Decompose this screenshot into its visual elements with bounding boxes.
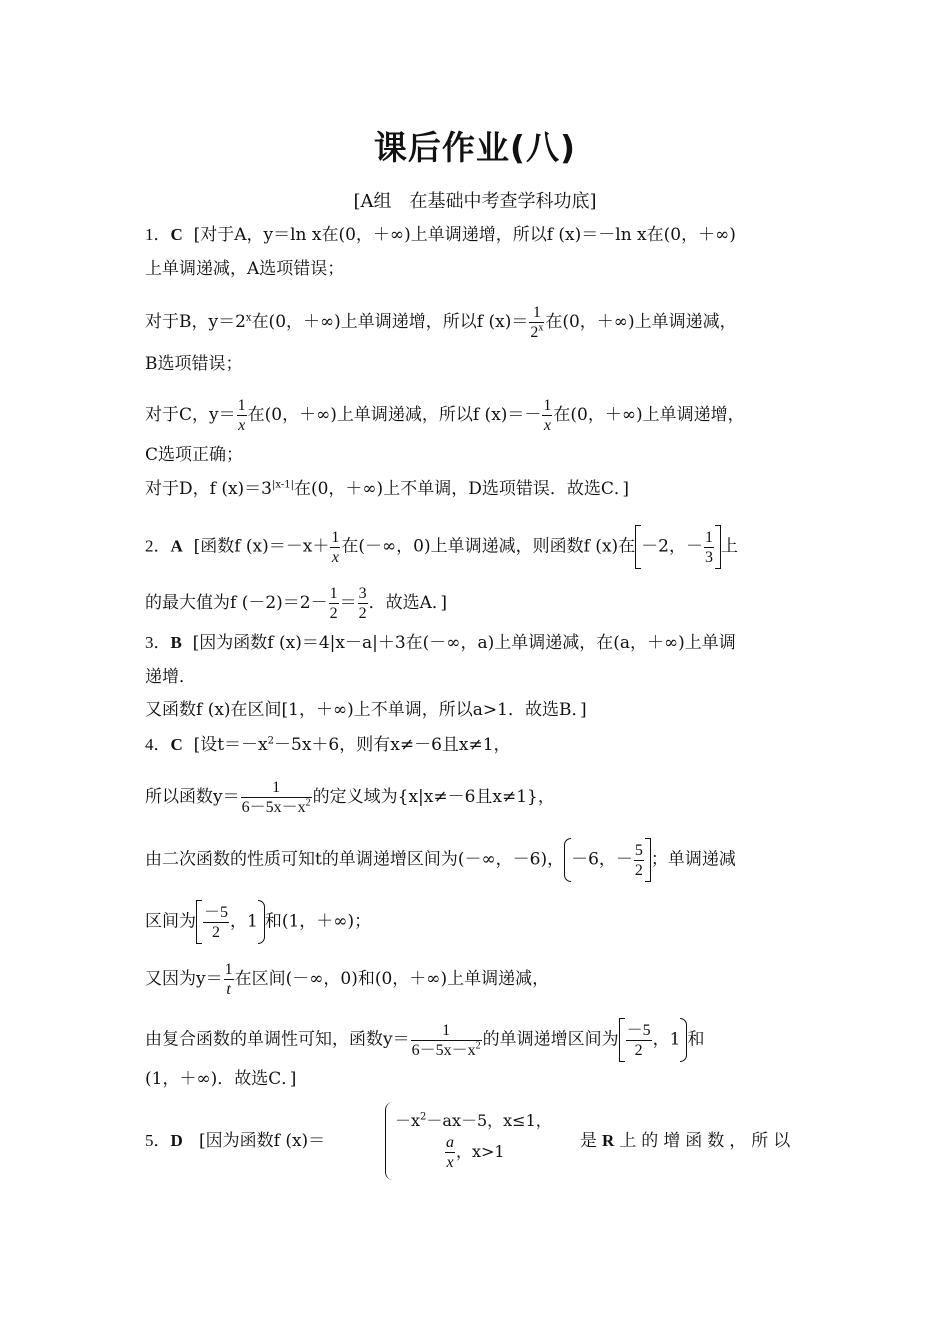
q1-l7a: 对于D，f (x)＝3 [145,479,272,499]
q4-interval-1: －6，－ [571,849,633,870]
fraction [634,841,644,880]
q4-line-7: (1，＋∞)．故选C．] [145,1069,297,1089]
q5-l1c: 上的增函数，所以 [619,1131,796,1151]
left-bracket [619,1018,625,1062]
frac-den: x [446,1154,454,1171]
fraction [358,584,368,623]
q4-l5b: 在区间(－∞，0)和(0，＋∞)上单调递减， [234,969,550,989]
q5-number: 5． [145,1131,171,1150]
q4-line-2 [145,778,825,817]
q4-interval-3: ，1 [652,1029,681,1050]
page-title: 课后作业(八) [373,128,577,167]
frac-den: 2 [358,605,367,622]
q4-l4b: 和(1，＋∞)； [264,911,372,932]
q1-line-2: 上单调递减，A选项错误； [145,259,345,279]
frac-num: 1 [532,304,541,321]
q1-l5b: 在(0，＋∞)上单调递减，所以f (x)＝－ [247,405,542,425]
q1-l3sup: x [245,312,252,324]
q3-line-3: 又函数f (x)在区间[1，＋∞)上不单调，所以a>1．故选B．] [145,700,587,720]
q1-line-1 [145,223,825,247]
frac-den: 2 [329,605,338,622]
q5-l1a: [因为函数f (x)＝ [199,1131,326,1151]
q1-line-5 [145,396,825,435]
fraction [224,960,234,999]
q4-line-1 [145,733,825,757]
fraction [626,1021,652,1060]
q1-text: [对于A，y＝ln x在(0，＋∞)上单调递增，所以f (x)＝－ln x在(0，＋∞) [193,225,736,245]
frac-den: x [543,417,551,434]
left-bracket [196,900,202,944]
fraction [704,528,714,567]
piece-2b: ，x>1 [456,1142,505,1161]
q4-l6c: 和 [687,1029,705,1050]
q4-l1a: [设t＝－x [193,735,268,755]
q4-l4a: 区间为 [145,911,196,932]
q4-line-5 [145,960,825,999]
q3-text: [因为函数f (x)＝4|x－a|＋3在(－∞，a)上单调递减，在(a，＋∞)上单调 [192,633,736,653]
fraction [445,1133,455,1172]
q1-line-7 [145,477,825,501]
q5-answer: D [170,1131,183,1150]
q1-line-4: B选项错误； [145,354,243,374]
q1-line-3 [145,303,825,342]
q3-answer: B [170,633,182,652]
frac-den-base: 6－5x－x [411,1041,476,1059]
frac-num: 1 [237,397,246,414]
frac-num: －5 [626,1021,651,1039]
q3-number: 3． [145,633,171,652]
q2-l2c: ．故选A．] [368,593,448,613]
frac-num: 1 [442,1021,451,1039]
q5-l1b: 是 [580,1131,602,1151]
q4-line-6 [145,1018,825,1062]
fraction [203,903,229,942]
q4-l1b: －5x＋6，则有x≠－6且x≠1， [274,735,511,755]
frac-num: 1 [329,585,338,602]
frac-num: 5 [634,841,643,859]
q3-line-1 [145,631,825,655]
piece-1a: －x [395,1111,421,1130]
frac-den-sup: x [538,322,544,334]
frac-den: 2 [634,861,643,879]
q2-interval: －2，－ [641,536,703,557]
q4-l2b: 的定义域为{x|x≠－6且x≠1}， [312,787,555,807]
frac-den: 3 [705,548,713,566]
q2-l2b: ＝ [339,593,357,613]
q4-line-3 [145,838,825,882]
q2-l1c: 上 [721,536,738,557]
section-subtitle: [A组 在基础中考查学科功底] [353,191,597,212]
frac-num: 1 [224,961,233,978]
q4-l6a: 由复合函数的单调性可知，函数y＝ [145,1029,410,1050]
fraction [542,396,552,435]
q4-l5a: 又因为y＝ [145,969,223,989]
frac-den-base: 6－5x－x [241,799,306,816]
q4-interval-2: ，1 [230,911,258,932]
frac-num: 3 [358,585,367,602]
frac-den-base: 2 [530,324,539,341]
q2-answer: A [170,536,183,556]
q1-l5a: 对于C，y＝ [145,405,236,425]
frac-den-sup: 2 [475,1040,481,1052]
frac-den [529,322,544,342]
frac-num: －5 [204,903,229,921]
q1-number: 1． [145,225,171,244]
frac-den: x [238,417,246,434]
frac-num: 1 [543,397,552,414]
q3-line-2: 递增． [145,667,196,687]
fraction [237,396,247,435]
q1-line-6: C选项正确； [145,445,244,465]
frac-num: 1 [331,528,340,546]
fraction [411,1021,482,1060]
right-paren [258,900,265,944]
q1-l7sup: |x-1| [272,479,294,491]
q4-l6b: 的单调递增区间为 [482,1029,619,1050]
frac-den [411,1040,482,1060]
fraction [329,584,339,623]
piece-1sup: 2 [420,1111,427,1123]
q4-l3a: 由二次函数的性质可知t的单调递增区间为(－∞，－6)， [145,849,565,870]
q5-R: R [602,1131,620,1150]
frac-den [241,797,312,817]
q2-line-1 [145,525,825,569]
q1-answer: C [170,225,183,244]
frac-num: 1 [705,528,713,546]
q1-l3c: 在(0，＋∞)上单调递减， [545,312,737,332]
frac-den: 2 [626,1040,652,1060]
q4-l2a: 所以函数y＝ [145,787,240,807]
piece-2 [444,1133,505,1172]
fraction [529,303,544,342]
q5-line-1-tail [580,1129,810,1153]
q1-l7b: 在(0，＋∞)上不单调，D选项错误．故选C．] [293,479,629,499]
q1-l3b: 在(0，＋∞)上单调递增，所以f (x)＝ [251,312,529,332]
q4-line-4 [145,900,825,944]
q4-l3b: ；单调递减 [650,849,736,870]
q1-l3a: 对于B，y＝2 [145,312,246,332]
q4-l1sup: 2 [267,735,275,747]
q2-l2a: 的最大值为f (－2)＝2－ [145,593,328,613]
q1-l5c: 在(0，＋∞)上单调递增， [553,405,745,425]
fraction [330,528,340,567]
q4-answer: C [170,735,183,754]
frac-den: 2 [203,922,229,942]
fraction [241,778,312,817]
frac-den: t [224,979,234,999]
q2-number: 2． [145,536,171,556]
piece-1 [395,1108,552,1131]
piecewise-brace [385,1102,394,1180]
frac-num: a [446,1134,454,1151]
q2-line-2 [145,584,825,623]
q2-l1b: 在(－∞，0)上单调递减，则函数f (x)在 [341,536,636,557]
piece-1b: －ax－5，x≤1， [426,1111,552,1130]
q2-l1a: [函数f (x)＝－x＋ [193,536,330,557]
frac-den: x [331,548,339,566]
q4-number: 4． [145,735,171,754]
frac-num: 1 [272,779,281,796]
frac-den-sup: 2 [305,797,311,809]
